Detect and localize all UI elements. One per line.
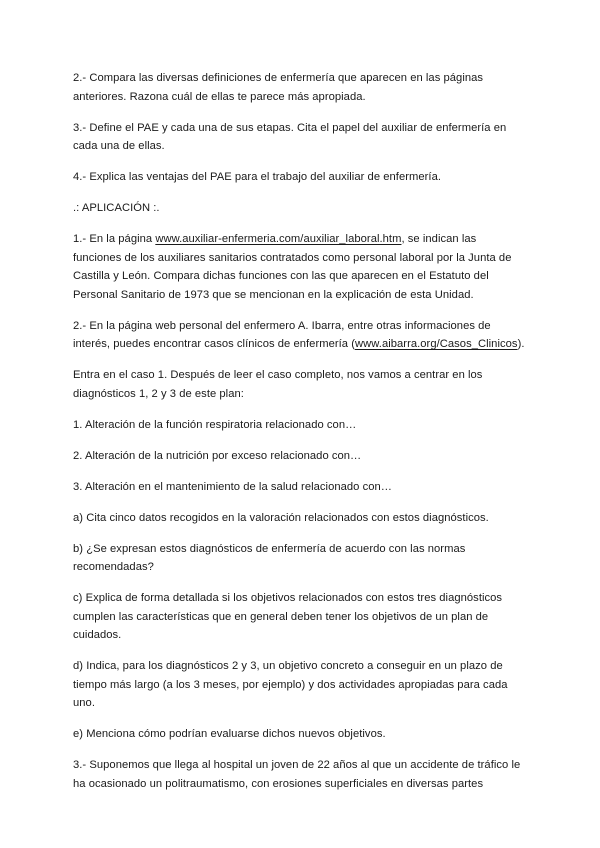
aibarra-casos-clinicos-link[interactable]: www.aibarra.org/Casos_Clinicos [355, 338, 518, 350]
application-2-paragraph [73, 317, 525, 354]
question-a: a) Cita cinco datos recogidos en la valoración relacionados con estos diagnósticos. [73, 511, 489, 524]
question-b: b) ¿Se expresan estos diagnósticos de enfermería de acuerdo con las normas recomendadas? [73, 542, 466, 573]
diagnosis-3: 3. Alteración en el mantenimiento de la salud relacionado con… [73, 480, 393, 493]
application-3-paragraph: 3.- Suponemos que llega al hospital un joven de 22 años al que un accidente de tráfico le ha ocasionado un politraumatismo, con erosiones superficiales en diversas partes [73, 759, 521, 790]
application-2-text-before: 2.- En la página web personal del enfermero A. Ibarra, entre otras informaciones de interés, puedes encontrar casos clínicos de enfermería ( [73, 319, 491, 350]
document-body [73, 69, 525, 806]
exercise-3-paragraph: 3.- Define el PAE y cada una de sus etapas. Cita el papel del auxiliar de enfermería en cada una de ellas. [73, 121, 507, 152]
application-1-text-before: 1.- En la página [73, 233, 156, 245]
question-c: c) Explica de forma detallada si los objetivos relacionados con estos tres diagnósticos cumplen las características que en general deben tener los objetivos de un plan de cuidados. [73, 592, 503, 641]
auxiliar-enfermeria-link[interactable]: www.auxiliar-enfermeria.com/auxiliar_laboral.htm [155, 233, 402, 245]
application-1-paragraph [73, 230, 525, 304]
application-1-text-after: , se indican las funciones de los auxiliares sanitarios contratados como personal laboral por la Junta de Castilla y León. Compara dichas funciones con las que aparecen en el Estatuto del Personal Sanitario de 1973 que se mencionan en la explicación de esta Unidad. [73, 233, 512, 301]
section-heading-aplicacion: .: APLICACIÓN :. [73, 202, 160, 214]
diagnosis-1: 1. Alteración de la función respiratoria relacionado con… [73, 418, 357, 431]
diagnosis-2: 2. Alteración de la nutrición por exceso relacionado con… [73, 449, 362, 462]
exercise-4-paragraph: 4.- Explica las ventajas del PAE para el trabajo del auxiliar de enfermería. [73, 171, 441, 183]
exercise-2-paragraph: 2.- Compara las diversas definiciones de enfermería que aparecen en las páginas anteriores. Razona cuál de ellas te parece más apropiada. [73, 72, 484, 103]
question-e: e) Menciona cómo podrían evaluarse dichos nuevos objetivos. [73, 728, 386, 740]
question-d: d) Indica, para los diagnósticos 2 y 3, un objetivo concreto a conseguir en un plazo de tiempo más largo (a los 3 meses, por ejemplo) y dos actividades apropiadas para cada uno. [73, 660, 508, 709]
case-intro-paragraph: Entra en el caso 1. Después de leer el caso completo, nos vamos a centrar en los diagnósticos 1, 2 y 3 de este plan: [73, 369, 483, 400]
application-2-text-after: ). [517, 338, 525, 350]
